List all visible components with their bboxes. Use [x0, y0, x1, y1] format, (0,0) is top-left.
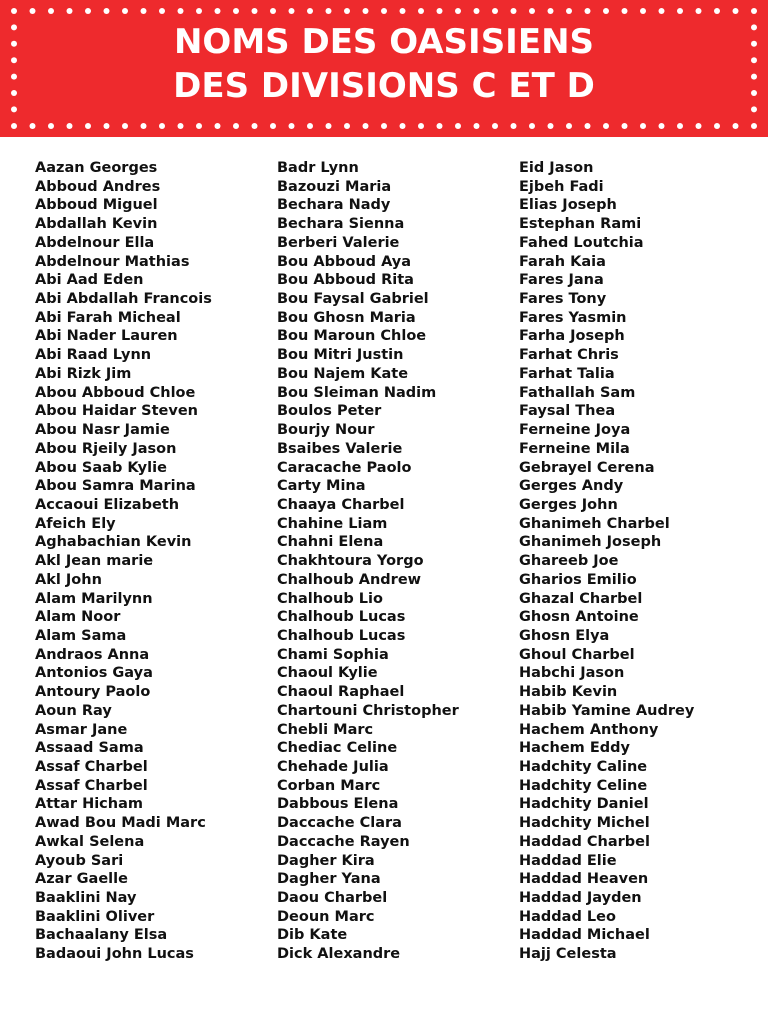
names-column-1 — [35, 159, 212, 964]
name-entry: Haddad Michael — [519, 927, 650, 944]
name-entry: Dagher Yana — [277, 871, 381, 888]
name-entry: Bou Ghosn Maria — [277, 309, 416, 326]
name-entry: Aoun Ray — [35, 702, 112, 719]
border-dot — [640, 8, 646, 14]
name-entry: Haddad Jayden — [519, 890, 642, 907]
border-dot — [11, 8, 17, 14]
name-entry: Fares Yasmin — [519, 309, 627, 326]
border-dot — [344, 8, 350, 14]
border-dot — [289, 123, 295, 129]
border-dot — [474, 8, 480, 14]
border-dot — [215, 8, 221, 14]
border-dot — [30, 8, 36, 14]
name-entry: Abou Rjeily Jason — [35, 440, 177, 457]
name-entry: Attar Hicham — [35, 796, 143, 813]
border-dot — [252, 123, 258, 129]
border-dot — [326, 123, 332, 129]
name-entry: Assaad Sama — [35, 740, 144, 757]
name-entry: Asmar Jane — [35, 721, 128, 738]
border-dot — [659, 123, 665, 129]
name-entry: Daou Charbel — [277, 890, 388, 907]
name-entry: Baaklini Oliver — [35, 908, 155, 925]
border-dot — [381, 8, 387, 14]
name-entry: Caracache Paolo — [277, 459, 412, 476]
border-dot — [566, 123, 572, 129]
name-entry: Aghabachian Kevin — [35, 534, 192, 551]
name-entry: Farhat Chris — [519, 347, 619, 364]
name-entry: Haddad Elie — [519, 852, 617, 869]
border-dot — [159, 8, 165, 14]
name-entry: Chediac Celine — [277, 740, 398, 757]
border-dot — [677, 123, 683, 129]
border-dot — [122, 123, 128, 129]
name-entry: Fares Tony — [519, 291, 607, 308]
border-dot — [714, 123, 720, 129]
name-entry: Bazouzi Maria — [277, 178, 392, 195]
border-dot — [437, 8, 443, 14]
border-dot — [622, 8, 628, 14]
name-entry: Badr Lynn — [277, 160, 359, 176]
border-dot — [85, 123, 91, 129]
border-dot — [603, 123, 609, 129]
name-entry: Dib Kate — [277, 927, 348, 944]
border-dot — [67, 123, 73, 129]
border-dot — [159, 123, 165, 129]
name-entry: Berberi Valerie — [277, 234, 400, 251]
name-entry: Boulos Peter — [277, 403, 382, 420]
border-dot — [252, 8, 258, 14]
name-entry: Abi Nader Lauren — [35, 328, 178, 345]
name-entry: Bou Maroun Chloe — [277, 328, 427, 345]
name-entry: Hajj Celesta — [519, 946, 617, 963]
name-entry: Abou Haidar Steven — [35, 403, 199, 420]
name-entry: Daccache Clara — [277, 815, 402, 832]
border-dot — [381, 123, 387, 129]
name-entry: Hachem Anthony — [519, 721, 659, 738]
name-entry: Abi Abdallah Francois — [35, 291, 212, 308]
border-dot — [659, 8, 665, 14]
border-dot — [196, 8, 202, 14]
name-entry: Bou Mitri Justin — [277, 347, 404, 364]
name-entry: Awkal Selena — [35, 833, 145, 850]
title-line-2: DES DIVISIONS C ET D — [173, 66, 595, 106]
border-dot — [141, 8, 147, 14]
name-entry: Abi Aad Eden — [35, 272, 144, 289]
name-entry: Hachem Eddy — [519, 740, 630, 757]
border-dot — [622, 123, 628, 129]
name-entry: Hadchity Michel — [519, 815, 650, 832]
name-entry: Farha Joseph — [519, 328, 625, 345]
border-dot — [400, 123, 406, 129]
border-dot — [326, 8, 332, 14]
border-dot — [122, 8, 128, 14]
border-dot — [696, 123, 702, 129]
name-entry: Ghazal Charbel — [519, 590, 643, 607]
name-entry: Chehade Julia — [277, 759, 389, 775]
name-entry: Gerges Andy — [519, 478, 624, 495]
name-entry: Ghoul Charbel — [519, 646, 635, 663]
name-entry: Akl Jean marie — [35, 553, 154, 570]
name-entry: Habib Kevin — [519, 684, 618, 701]
border-dot — [178, 123, 184, 129]
name-entry: Haddad Heaven — [519, 871, 649, 888]
border-dot — [344, 123, 350, 129]
border-dot — [548, 8, 554, 14]
border-dot — [751, 123, 757, 129]
name-entry: Chartouni Christopher — [277, 702, 459, 719]
name-entry: Badaoui John Lucas — [35, 946, 194, 963]
border-dot — [733, 123, 739, 129]
name-entry: Bou Abboud Aya — [277, 253, 412, 270]
name-entry: Accaoui Elizabeth — [35, 496, 180, 513]
title-line-1: NOMS DES OASISIENS — [173, 22, 595, 62]
border-dot — [548, 123, 554, 129]
name-entry: Aazan Georges — [35, 160, 158, 176]
border-dot — [677, 8, 683, 14]
border-dot — [85, 8, 91, 14]
border-dot — [67, 8, 73, 14]
name-entry: Akl John — [35, 571, 102, 588]
name-entry: Bechara Nady — [277, 197, 391, 214]
name-entry: Farah Kaia — [519, 253, 606, 270]
border-dot — [566, 8, 572, 14]
border-dot — [492, 8, 498, 14]
border-dot — [511, 123, 517, 129]
name-entry: Abi Rizk Jim — [35, 365, 132, 382]
name-entry: Gebrayel Cerena — [519, 459, 655, 476]
name-entry: Habchi Jason — [519, 665, 625, 682]
name-entry: Chaaya Charbel — [277, 496, 405, 513]
name-entry: Ferneine Joya — [519, 422, 631, 439]
border-dot — [307, 123, 313, 129]
name-entry: Chahni Elena — [277, 534, 384, 551]
name-entry: Bou Najem Kate — [277, 365, 409, 382]
border-dot — [474, 123, 480, 129]
border-dot — [640, 123, 646, 129]
border-dot — [307, 8, 313, 14]
border-dot — [437, 123, 443, 129]
border-dot — [529, 123, 535, 129]
header-banner — [0, 0, 768, 137]
name-entry: Dabbous Elena — [277, 796, 399, 813]
name-entry: Dagher Kira — [277, 852, 375, 869]
border-dot — [233, 8, 239, 14]
name-entry: Alam Marilynn — [35, 590, 153, 607]
name-entry: Abdelnour Mathias — [35, 253, 190, 270]
name-entry: Alam Noor — [35, 609, 121, 626]
border-dot — [178, 8, 184, 14]
name-entry: Ghosn Elya — [519, 627, 610, 644]
name-entry: Estephan Rami — [519, 216, 642, 233]
border-dot — [511, 8, 517, 14]
border-dot — [733, 8, 739, 14]
border-dot — [492, 123, 498, 129]
name-entry: Chaoul Kylie — [277, 665, 378, 682]
name-entry: Haddad Charbel — [519, 833, 650, 850]
name-entry: Chalhoub Lucas — [277, 609, 406, 626]
border-dot — [696, 8, 702, 14]
name-entry: Ghanimeh Charbel — [519, 515, 670, 532]
name-entry: Bourjy Nour — [277, 422, 375, 439]
name-entry: Deoun Marc — [277, 908, 375, 925]
border-dot — [455, 123, 461, 129]
name-entry: Chalhoub Lio — [277, 590, 383, 607]
border-dot — [30, 123, 36, 129]
name-entry: Fathallah Sam — [519, 384, 636, 401]
name-entry: Elias Joseph — [519, 197, 617, 214]
border-dot — [215, 123, 221, 129]
name-entry: Andraos Anna — [35, 646, 150, 663]
border-dot — [11, 123, 17, 129]
name-entry: Bou Faysal Gabriel — [277, 291, 429, 308]
name-entry: Antoury Paolo — [35, 684, 151, 701]
border-dot — [418, 8, 424, 14]
name-entry: Afeich Ely — [35, 515, 116, 532]
name-entry: Assaf Charbel — [35, 759, 148, 775]
name-entry: Hadchity Celine — [519, 777, 648, 794]
name-entry: Farhat Talia — [519, 365, 615, 382]
name-entry: Azar Gaelle — [35, 871, 128, 888]
name-entry: Fares Jana — [519, 272, 604, 289]
name-entry: Faysal Thea — [519, 403, 616, 420]
name-entry: Dick Alexandre — [277, 946, 401, 963]
name-entry: Chaoul Raphael — [277, 684, 405, 701]
border-dot — [418, 123, 424, 129]
border-dot — [363, 8, 369, 14]
border-dot — [363, 123, 369, 129]
name-entry: Bou Abboud Rita — [277, 272, 414, 289]
border-dot — [289, 8, 295, 14]
name-entry: Bechara Sienna — [277, 216, 405, 233]
name-entry: Ferneine Mila — [519, 440, 630, 457]
name-entry: Eid Jason — [519, 160, 594, 176]
name-entry: Bachaalany Elsa — [35, 927, 168, 944]
border-dot — [751, 8, 757, 14]
name-entry: Abdelnour Ella — [35, 234, 155, 251]
name-entry: Chalhoub Lucas — [277, 627, 406, 644]
name-entry: Abi Farah Micheal — [35, 309, 181, 326]
name-entry: Abou Nasr Jamie — [35, 422, 170, 439]
name-entry: Ghanimeh Joseph — [519, 534, 662, 551]
border-dot — [529, 8, 535, 14]
name-entry: Hadchity Caline — [519, 759, 648, 775]
name-entry: Haddad Leo — [519, 908, 616, 925]
name-entry: Ayoub Sari — [35, 852, 124, 869]
name-entry: Carty Mina — [277, 478, 366, 495]
name-entry: Ejbeh Fadi — [519, 178, 604, 195]
name-entry: Abou Saab Kylie — [35, 459, 167, 476]
name-entry: Bou Sleiman Nadim — [277, 384, 437, 401]
name-entry: Gharios Emilio — [519, 571, 637, 588]
border-dot — [714, 8, 720, 14]
name-entry: Gerges John — [519, 496, 618, 513]
names-column-2 — [277, 159, 459, 964]
name-entry: Corban Marc — [277, 777, 381, 794]
border-dot — [270, 123, 276, 129]
name-entry: Chami Sophia — [277, 646, 389, 663]
name-entry: Chebli Marc — [277, 721, 374, 738]
name-entry: Daccache Rayen — [277, 833, 410, 850]
border-dot — [400, 8, 406, 14]
border-dot — [455, 8, 461, 14]
border-dot — [48, 8, 54, 14]
name-entry: Abou Abboud Chloe — [35, 384, 196, 401]
name-entry: Abi Raad Lynn — [35, 347, 152, 364]
name-entry: Abou Samra Marina — [35, 478, 196, 495]
page-title — [0, 20, 768, 108]
name-entry: Chalhoub Andrew — [277, 571, 422, 588]
name-entry: Hadchity Daniel — [519, 796, 649, 813]
border-dot — [104, 123, 110, 129]
name-entry: Abdallah Kevin — [35, 216, 158, 233]
name-entry: Awad Bou Madi Marc — [35, 815, 206, 832]
name-entry: Baaklini Nay — [35, 890, 137, 907]
name-entry: Assaf Charbel — [35, 777, 148, 794]
name-entry: Fahed Loutchia — [519, 234, 644, 251]
name-entry: Antonios Gaya — [35, 665, 153, 682]
name-entry: Ghareeb Joe — [519, 553, 619, 570]
border-dot — [603, 8, 609, 14]
name-entry: Alam Sama — [35, 627, 127, 644]
name-entry: Bsaibes Valerie — [277, 440, 403, 457]
name-entry: Habib Yamine Audrey — [519, 702, 695, 719]
name-entry: Chakhtoura Yorgo — [277, 553, 424, 570]
border-dot — [48, 123, 54, 129]
border-dot — [196, 123, 202, 129]
border-dot — [233, 123, 239, 129]
border-dot — [141, 123, 147, 129]
border-dot — [585, 123, 591, 129]
name-entry: Chahine Liam — [277, 515, 388, 532]
border-dot — [585, 8, 591, 14]
names-column-3 — [519, 159, 694, 964]
border-dot — [270, 8, 276, 14]
name-entry: Abboud Miguel — [35, 197, 158, 214]
name-entry: Ghosn Antoine — [519, 609, 639, 626]
border-dot — [104, 8, 110, 14]
name-entry: Abboud Andres — [35, 178, 161, 195]
